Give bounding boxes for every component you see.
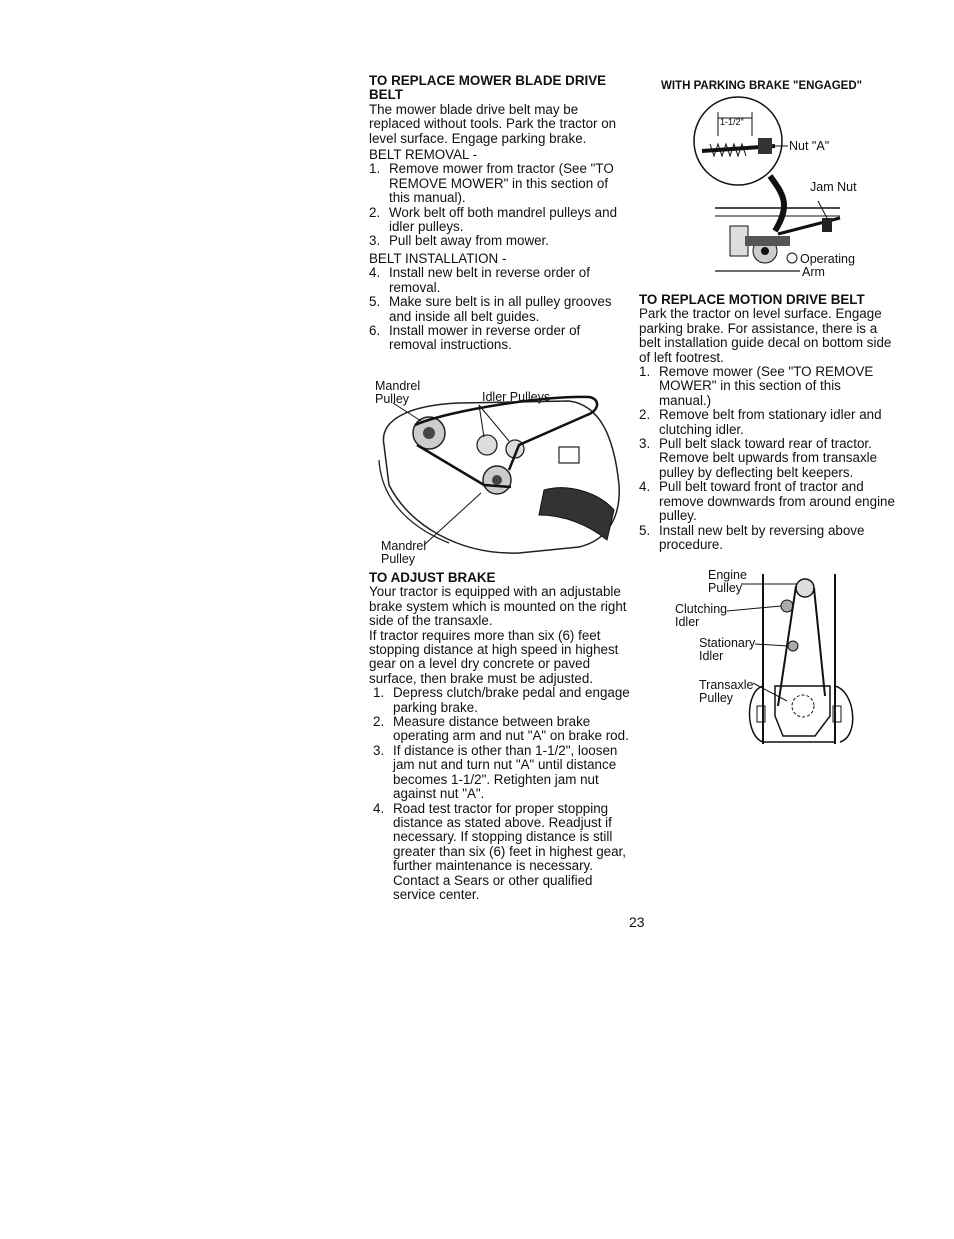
mandrel-pulley-bottom-line2: Pulley bbox=[381, 552, 416, 566]
operating-arm-line2: Arm bbox=[802, 265, 825, 279]
adjust-brake-intro-2: If tractor requires more than six (6) feet stopping distance at high speed in highest gear on a level dry concrete or paved surface, then brake must be adjusted. bbox=[369, 627, 619, 686]
mandrel-pulley-top-line1: Mandrel bbox=[375, 379, 421, 393]
list-item: 3. Pull belt away from mower. bbox=[369, 233, 550, 249]
list-item: 4. Road test tractor for proper stopping distance as stated above. Readjust if necessary. If stopping distance is still greater than six (6) feet in highest gear, further maintenance is necessary. Contact a Sears or other qualified service center. bbox=[373, 800, 626, 902]
adjust-brake-heading: TO ADJUST BRAKE bbox=[369, 570, 496, 585]
mower-deck-figure bbox=[369, 375, 631, 570]
clutching-idler-line2: Idler bbox=[675, 615, 700, 629]
stationary-idler-line2: Idler bbox=[699, 649, 724, 663]
motion-belt-intro: Park the tractor on level surface. Engage parking brake. For assistance, there is a belt installation guide decal on bottom side of left footrest. bbox=[639, 306, 892, 365]
adjust-brake-intro: Your tractor is equipped with an adjustable brake system which is mounted on the right side of the transaxle. bbox=[369, 584, 627, 629]
jam-nut-label: Jam Nut bbox=[810, 180, 857, 194]
blade-belt-heading: TO REPLACE MOWER BLADE DRIVE BELT bbox=[369, 73, 607, 103]
list-item: 5. Install new belt by reversing above procedure. bbox=[639, 522, 865, 552]
belt-removal-label: BELT REMOVAL - bbox=[369, 147, 478, 163]
list-item: 4. Pull belt toward front of tractor and remove downwards from around engine pulley. bbox=[639, 479, 895, 524]
operating-arm-line1: Operating bbox=[800, 252, 855, 266]
engine-pulley-line2: Pulley bbox=[708, 581, 743, 595]
belt-installation-label: BELT INSTALLATION - bbox=[369, 250, 507, 266]
mandrel-pulley-bottom-line1: Mandrel bbox=[381, 539, 427, 553]
blade-belt-intro: The mower blade drive belt may be replaced without tools. Park the tractor on level surface. Engage parking brake. bbox=[369, 101, 617, 146]
motion-belt-steps bbox=[639, 365, 895, 552]
list-item: 1. Depress clutch/brake pedal and engage parking brake. bbox=[373, 685, 630, 715]
transaxle-pulley-line1: Transaxle bbox=[699, 678, 754, 692]
list-item: 2. Remove belt from stationary idler and clutching idler. bbox=[639, 407, 882, 437]
list-item: 3. If distance is other than 1-1/2", loosen jam nut and turn nut "A" until distance becomes 1-1/2". Retighten jam nut against nut "A". bbox=[373, 742, 618, 802]
nut-a-label: Nut "A" bbox=[789, 139, 830, 153]
stationary-idler-line1: Stationary bbox=[699, 636, 756, 650]
list-item: 2. Work belt off both mandrel pulleys and idler pulleys. bbox=[369, 204, 618, 235]
adjust-brake-steps bbox=[373, 686, 631, 902]
list-item: 4. Install new belt in reverse order of removal. bbox=[369, 265, 590, 295]
adjust-brake-section bbox=[369, 571, 631, 902]
transaxle-pulley-line2: Pulley bbox=[699, 691, 734, 705]
left-column bbox=[369, 74, 631, 353]
motion-belt-heading: TO REPLACE MOTION DRIVE BELT bbox=[639, 292, 865, 307]
drive-belt-figure bbox=[675, 566, 875, 751]
brake-figure bbox=[690, 96, 890, 286]
motion-belt-section bbox=[639, 293, 895, 552]
list-item: 5. Make sure belt is in all pulley grooves and inside all belt guides. bbox=[369, 294, 612, 324]
list-item: 6. Install mower in reverse order of removal instructions. bbox=[369, 322, 581, 353]
list-item: 2. Measure distance between brake operating arm and nut "A" on brake rod. bbox=[373, 714, 629, 744]
list-item: 1. Remove mower from tractor (See "TO REMOVE MOWER" in this section of this manual). bbox=[369, 161, 614, 206]
clutching-idler-line1: Clutching bbox=[675, 602, 728, 616]
dimension-label: 1-1/2" bbox=[720, 117, 744, 127]
list-item: 1. Remove mower (See "TO REMOVE MOWER" in this section of this manual.) bbox=[639, 364, 874, 408]
list-item: 3. Pull belt slack toward rear of tractor. Remove belt upwards from transaxle pulley by deflecting belt keepers. bbox=[639, 436, 878, 480]
belt-removal-steps bbox=[369, 162, 631, 248]
brake-figure-title: WITH PARKING BRAKE "ENGAGED" bbox=[661, 80, 863, 92]
belt-installation-steps bbox=[369, 266, 631, 352]
engine-pulley-line1: Engine bbox=[708, 568, 747, 582]
page-number: 23 bbox=[629, 914, 645, 930]
mandrel-pulley-top-line2: Pulley bbox=[375, 392, 410, 406]
idler-pulleys-label: Idler Pulleys bbox=[482, 390, 551, 404]
